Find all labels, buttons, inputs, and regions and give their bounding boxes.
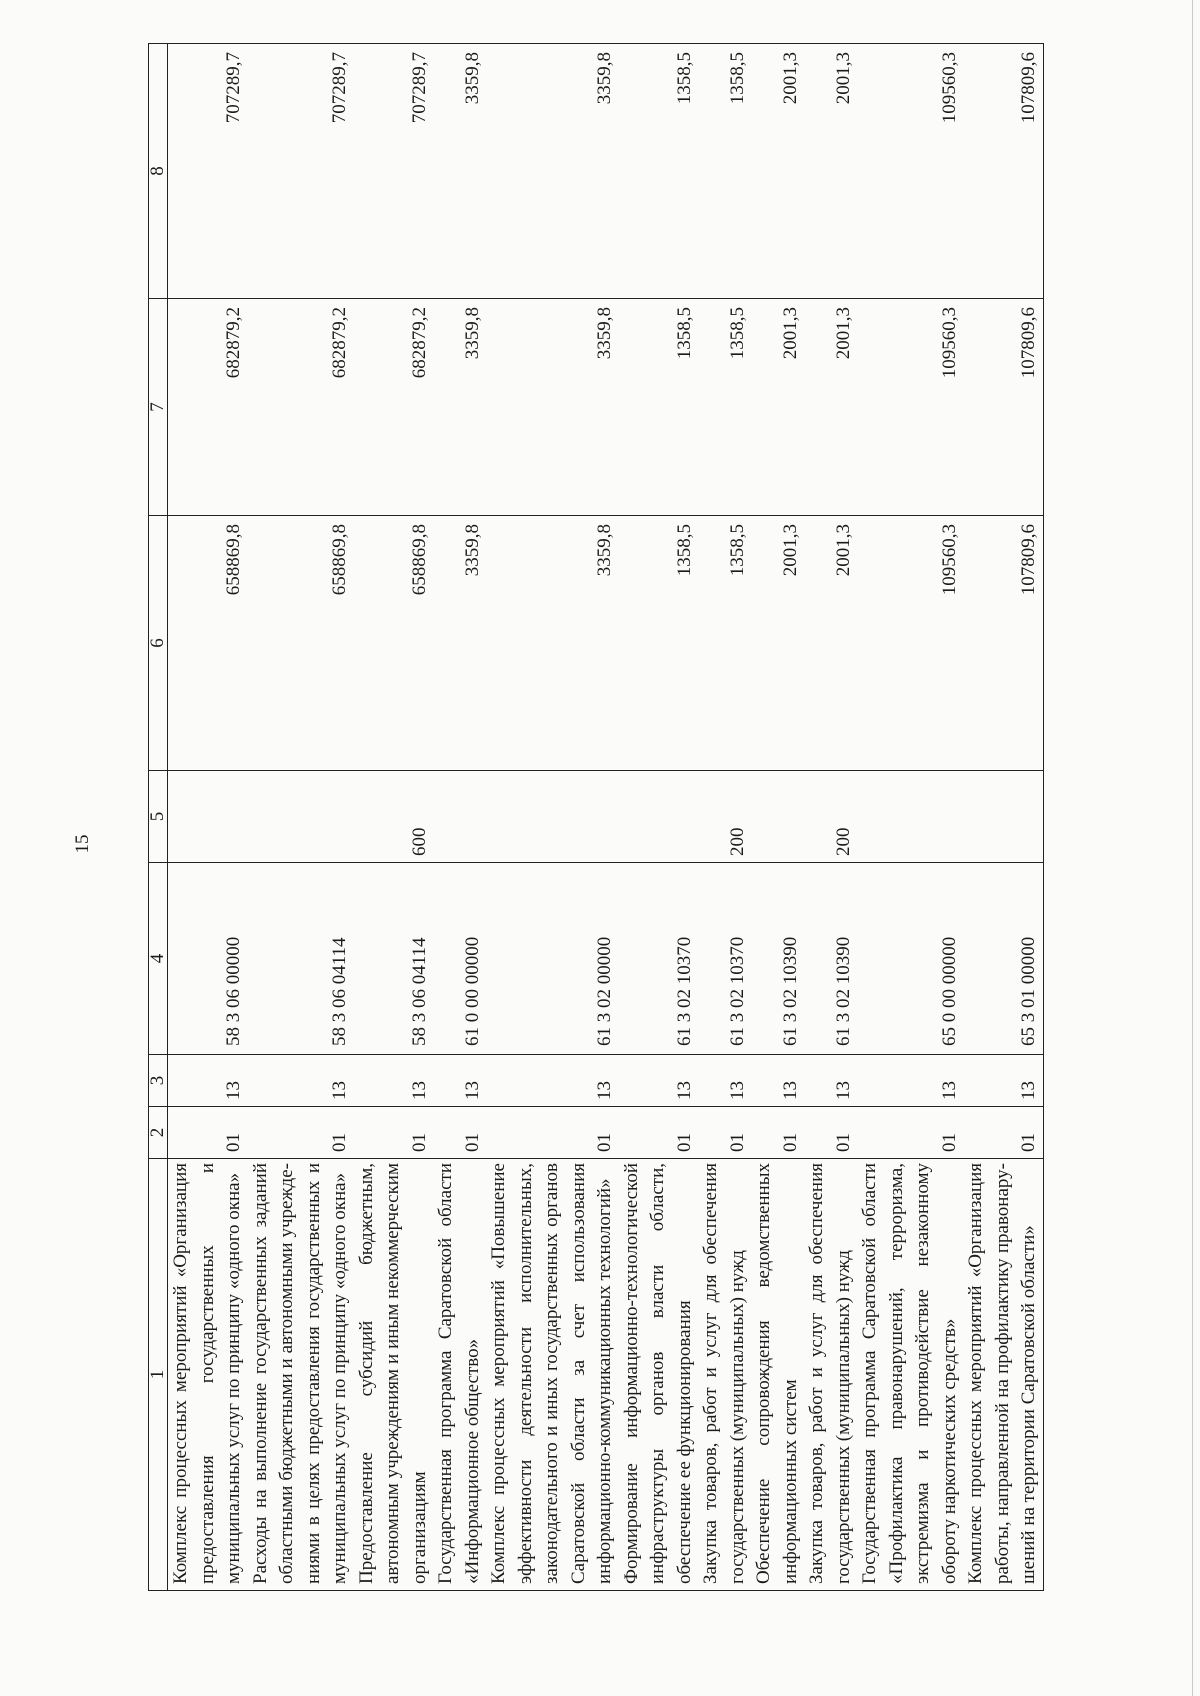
amount-year-2: 2001,3 — [804, 299, 857, 516]
target-article-code: 58 3 06 00000 — [168, 863, 248, 1055]
table-row — [963, 44, 1043, 1591]
section-code: 01 — [619, 1107, 699, 1159]
amount-year-2: 107809,6 — [963, 299, 1043, 516]
amount-year-2: 3359,8 — [433, 299, 486, 516]
section-code: 01 — [751, 1107, 804, 1159]
amount-year-3: 3359,8 — [486, 44, 619, 299]
column-header: 1 — [149, 1159, 168, 1591]
amount-year-2: 682879,2 — [248, 299, 354, 516]
column-header: 5 — [149, 771, 168, 863]
row-description: Закупка товаров, работ и услуг для обеспечения государственных (муниципальных) нужд — [698, 1159, 751, 1591]
subsection-code: 13 — [619, 1055, 699, 1107]
subsection-code: 13 — [486, 1055, 619, 1107]
section-code: 01 — [354, 1107, 434, 1159]
amount-year-1: 1358,5 — [619, 516, 699, 771]
target-article-code: 58 3 06 04114 — [354, 863, 434, 1055]
column-header: 8 — [149, 44, 168, 299]
target-article-code: 61 0 00 00000 — [433, 863, 486, 1055]
amount-year-1: 3359,8 — [486, 516, 619, 771]
target-article-code: 61 3 02 00000 — [486, 863, 619, 1055]
section-code: 01 — [963, 1107, 1043, 1159]
row-description: Обеспечение сопровождения ведомственных информационных систем — [751, 1159, 804, 1591]
subsection-code: 13 — [248, 1055, 354, 1107]
subsection-code: 13 — [751, 1055, 804, 1107]
table-header-row — [149, 44, 168, 1591]
target-article-code: 61 3 02 10370 — [698, 863, 751, 1055]
section-code: 01 — [168, 1107, 248, 1159]
subsection-code: 13 — [963, 1055, 1043, 1107]
section-code: 01 — [486, 1107, 619, 1159]
amount-year-1: 109560,3 — [857, 516, 963, 771]
row-description: Комплекс процессных мероприятий «Организация предоставления государственных и муниципальных услуг по принципу «одного окна» — [168, 1159, 248, 1591]
column-header: 6 — [149, 516, 168, 771]
subsection-code: 13 — [804, 1055, 857, 1107]
table-row — [619, 44, 699, 1591]
row-description: Расходы на выполнение государственных заданий областными бюджетными и автономными учреждениями в целях предоставления государственных и муниципальных услуг по принципу «одного окна» — [248, 1159, 354, 1591]
row-description: Предоставление субсидий бюджетным, автономным учреждениям и иным некоммерческим организациям — [354, 1159, 434, 1591]
table-row — [168, 44, 248, 1591]
amount-year-3: 107809,6 — [963, 44, 1043, 299]
column-header: 3 — [149, 1055, 168, 1107]
section-code: 01 — [698, 1107, 751, 1159]
amount-year-2: 2001,3 — [751, 299, 804, 516]
expense-type-code — [857, 771, 963, 863]
amount-year-2: 1358,5 — [619, 299, 699, 516]
amount-year-1: 658869,8 — [168, 516, 248, 771]
amount-year-1: 2001,3 — [751, 516, 804, 771]
target-article-code: 61 3 02 10370 — [619, 863, 699, 1055]
subsection-code: 13 — [168, 1055, 248, 1107]
expense-type-code — [433, 771, 486, 863]
subsection-code: 13 — [698, 1055, 751, 1107]
expense-type-code — [619, 771, 699, 863]
table-row — [804, 44, 857, 1591]
amount-year-1: 2001,3 — [804, 516, 857, 771]
expense-type-code — [248, 771, 354, 863]
amount-year-3: 707289,7 — [354, 44, 434, 299]
amount-year-2: 1358,5 — [698, 299, 751, 516]
amount-year-1: 658869,8 — [248, 516, 354, 771]
amount-year-1: 1358,5 — [698, 516, 751, 771]
row-description: Формирование информационно-технологической инфраструктуры органов власти области, обеспечение ее функционирования — [619, 1159, 699, 1591]
column-header: 2 — [149, 1107, 168, 1159]
table-row — [698, 44, 751, 1591]
expense-type-code: 200 — [698, 771, 751, 863]
amount-year-3: 707289,7 — [168, 44, 248, 299]
budget-table — [148, 43, 1044, 1591]
section-code: 01 — [857, 1107, 963, 1159]
row-description: Государственная программа Саратовской области «Информационное общество» — [433, 1159, 486, 1591]
column-header: 4 — [149, 863, 168, 1055]
expense-type-code — [486, 771, 619, 863]
row-description: Закупка товаров, работ и услуг для обеспечения государственных (муниципальных) нужд — [804, 1159, 857, 1591]
amount-year-2: 109560,3 — [857, 299, 963, 516]
target-article-code: 61 3 02 10390 — [751, 863, 804, 1055]
amount-year-1: 658869,8 — [354, 516, 434, 771]
amount-year-3: 2001,3 — [751, 44, 804, 299]
expense-type-code — [751, 771, 804, 863]
page-number: 15 — [72, 834, 93, 854]
subsection-code: 13 — [857, 1055, 963, 1107]
target-article-code: 65 3 01 00000 — [963, 863, 1043, 1055]
table-row — [751, 44, 804, 1591]
section-code: 01 — [433, 1107, 486, 1159]
amount-year-2: 682879,2 — [354, 299, 434, 516]
amount-year-2: 3359,8 — [486, 299, 619, 516]
row-description: Государственная программа Саратовской области «Профилактика правонарушений, терроризма, экстремизма и противодействие незаконному обороту наркотических средств» — [857, 1159, 963, 1591]
expense-type-code: 200 — [804, 771, 857, 863]
amount-year-3: 1358,5 — [698, 44, 751, 299]
row-description: Комплекс процессных мероприятий «Повышение эффективности деятельности исполнительных, законодательного и иных государственных органов Саратовской области за счет использования информационно-коммуникационных технологий» — [486, 1159, 619, 1591]
target-article-code: 58 3 06 04114 — [248, 863, 354, 1055]
amount-year-3: 1358,5 — [619, 44, 699, 299]
subsection-code: 13 — [354, 1055, 434, 1107]
section-code: 01 — [248, 1107, 354, 1159]
amount-year-3: 109560,3 — [857, 44, 963, 299]
table-row — [248, 44, 354, 1591]
expense-type-code — [963, 771, 1043, 863]
section-code: 01 — [804, 1107, 857, 1159]
expense-type-code: 600 — [354, 771, 434, 863]
row-description: Комплекс процессных мероприятий «Организация работы, направленной на профилактику правонарушений на территории Саратовской области» — [963, 1159, 1043, 1591]
amount-year-3: 3359,8 — [433, 44, 486, 299]
budget-table-container — [148, 44, 1042, 1591]
target-article-code: 61 3 02 10390 — [804, 863, 857, 1055]
amount-year-3: 707289,7 — [248, 44, 354, 299]
expense-type-code — [168, 771, 248, 863]
amount-year-3: 2001,3 — [804, 44, 857, 299]
subsection-code: 13 — [433, 1055, 486, 1107]
table-row — [354, 44, 434, 1591]
target-article-code: 65 0 00 00000 — [857, 863, 963, 1055]
amount-year-2: 682879,2 — [168, 299, 248, 516]
table-row — [486, 44, 619, 1591]
column-header: 7 — [149, 299, 168, 516]
table-row — [857, 44, 963, 1591]
amount-year-1: 107809,6 — [963, 516, 1043, 771]
amount-year-1: 3359,8 — [433, 516, 486, 771]
table-row — [433, 44, 486, 1591]
